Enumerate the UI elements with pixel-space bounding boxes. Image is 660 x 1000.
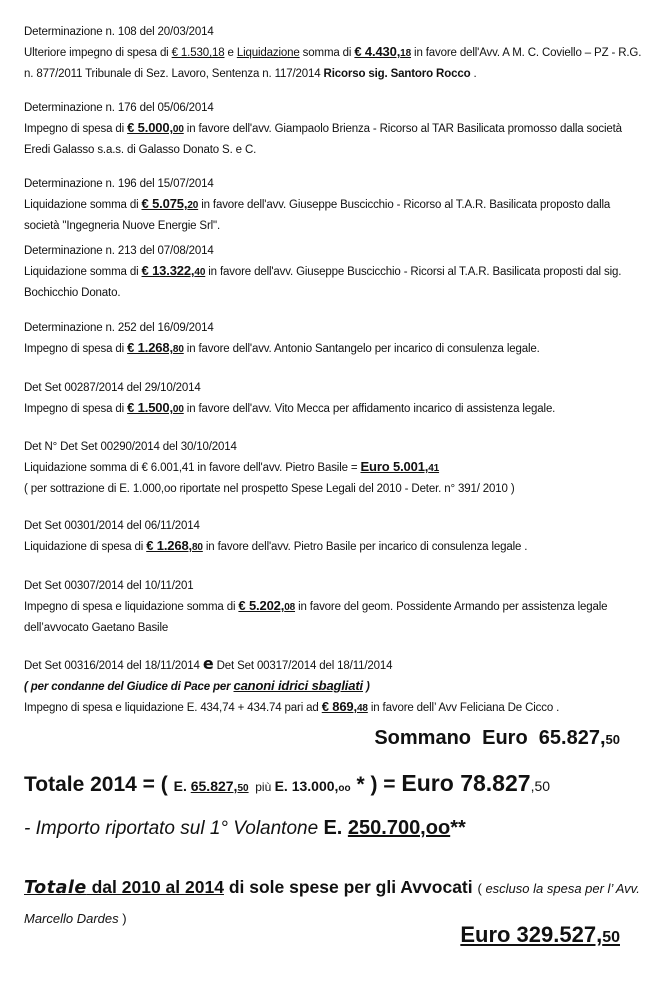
sommano-total: Sommano Euro 65.827,50 bbox=[374, 727, 620, 749]
amount-value: Euro 5.001,41 bbox=[360, 459, 440, 474]
entry-subnote: ( per condanne del Giudice di Pace per canoni idrici sbagliati ) bbox=[24, 678, 370, 693]
entry-det-176 bbox=[24, 98, 644, 160]
entry-det-196 bbox=[24, 174, 644, 236]
entry-description: Liquidazione di spesa di € 1.268,80 in favore dell'avv. Pietro Basile per incarico di consulenza legale . bbox=[24, 538, 528, 553]
entry-det-290 bbox=[24, 437, 644, 499]
amount-value: € 5.202,08 bbox=[238, 598, 296, 613]
amount-value: € 5.000,00 bbox=[127, 120, 184, 135]
liquidazione-label: Liquidazione bbox=[236, 47, 300, 59]
amount-value: € 4.430,18 bbox=[354, 44, 411, 59]
entry-heading: Determinazione n. 252 del 16/09/2014 bbox=[24, 322, 214, 334]
bold-ricorso: Ricorso sig. Santoro Rocco bbox=[323, 68, 471, 80]
entry-det-213 bbox=[24, 241, 644, 303]
amount-impegno: € 1.530,18 bbox=[171, 47, 225, 59]
entry-det-108 bbox=[24, 22, 644, 84]
entry-heading: Det Set 00307/2014 del 10/11/201 bbox=[24, 580, 194, 592]
totale-2010-2014: Totale dal 2010 al 2014 di sole spese per gli Avvocati ( escluso la spesa per l’ Avv. Marcello Dardes ) bbox=[24, 877, 640, 926]
totale-2014: Totale 2014 = ( E. 65.827,50 più E. 13.000,oo * ) = Euro 78.827,50 bbox=[24, 770, 551, 796]
entry-heading: Determinazione n. 213 del 07/08/2014 bbox=[24, 245, 214, 257]
entry-description: Liquidazione somma di € 5.075,20 in favore dell'avv. Giuseppe Buscicchio - Ricorso al T.A.R. Basilicata proposto dalla società "Ingegneria Nuove Energie Srl". bbox=[24, 196, 611, 232]
importo-volantone: - Importo riportato sul 1° Volantone E. 250.700,oo** bbox=[24, 817, 466, 839]
entry-description: Impegno di spesa e liquidazione E. 434,74 + 434.74 pari ad € 869,48 in favore dell’ Avv Feliciana De Cicco . bbox=[24, 699, 560, 714]
entry-note: ( per sottrazione di E. 1.000,oo riportate nel prospetto Spese Legali del 2010 - Deter. n° 391/ 2010 ) bbox=[24, 483, 515, 495]
amount-value: € 1.268,80 bbox=[146, 538, 203, 553]
amount-value: € 13.322,40 bbox=[141, 263, 206, 278]
entry-description: Liquidazione somma di € 6.001,41 in favore dell'avv. Pietro Basile = Euro 5.001,41 bbox=[24, 459, 440, 474]
amount-value: € 5.075,20 bbox=[141, 196, 199, 211]
entry-heading: Det Set 00287/2014 del 29/10/2014 bbox=[24, 382, 201, 394]
entry-heading: Det Set 00301/2014 del 06/11/2014 bbox=[24, 520, 200, 532]
entry-heading: Determinazione n. 196 del 15/07/2014 bbox=[24, 178, 214, 190]
amount-value: € 1.268,80 bbox=[127, 340, 184, 355]
entry-description: Ulteriore impegno di spesa di € 1.530,18 e Liquidazione somma di € 4.430,18 in favore dell'Avv. A M. C. Coviello – PZ - R.G. n. 877/2011 Tribunale di Sez. Lavoro, Sentenza n. 117/2014 Ricorso sig. Santoro Rocco . bbox=[24, 44, 642, 80]
entry-description: Impegno di spesa di € 1.268,80 in favore dell'avv. Antonio Santangelo per incarico di consulenza legale. bbox=[24, 340, 540, 355]
amount-value: € 1.500,00 bbox=[127, 400, 184, 415]
entry-description: Impegno di spesa e liquidazione somma di € 5.202,08 in favore del geom. Possidente Armando per assistenza legale dell’avvocato Gaetano Basile bbox=[24, 598, 608, 634]
entry-det-307 bbox=[24, 576, 644, 638]
entry-description: Impegno di spesa di € 5.000,00 in favore dell'avv. Giampaolo Brienza - Ricorso al TAR Basilicata promosso dalla società Eredi Galasso s.a.s. di Galasso Donato S. e C. bbox=[24, 120, 622, 156]
entry-description: Liquidazione somma di € 13.322,40 in favore dell'avv. Giuseppe Buscicchio - Ricorsi al T.A.R. Basilicata proposti dal sig. Bochicchio Donato. bbox=[24, 263, 622, 299]
entry-heading: Determinazione n. 108 del 20/03/2014 bbox=[24, 26, 214, 38]
entry-det-316-317 bbox=[24, 654, 644, 719]
entry-heading: Det Set 00316/2014 del 18/11/2014 e Det Set 00317/2014 del 18/11/2014 bbox=[24, 654, 393, 673]
entry-det-287 bbox=[24, 378, 644, 420]
grand-total: Euro 329.527,50 bbox=[460, 922, 620, 947]
entry-det-252 bbox=[24, 318, 644, 360]
amount-value: € 869,48 bbox=[321, 699, 368, 714]
entry-description: Impegno di spesa di € 1.500,00 in favore dell'avv. Vito Mecca per affidamento incarico di assistenza legale. bbox=[24, 400, 556, 415]
entry-heading: Determinazione n. 176 del 05/06/2014 bbox=[24, 102, 214, 114]
entry-det-301 bbox=[24, 516, 644, 558]
entry-heading: Det N° Det Set 00290/2014 del 30/10/2014 bbox=[24, 441, 237, 453]
